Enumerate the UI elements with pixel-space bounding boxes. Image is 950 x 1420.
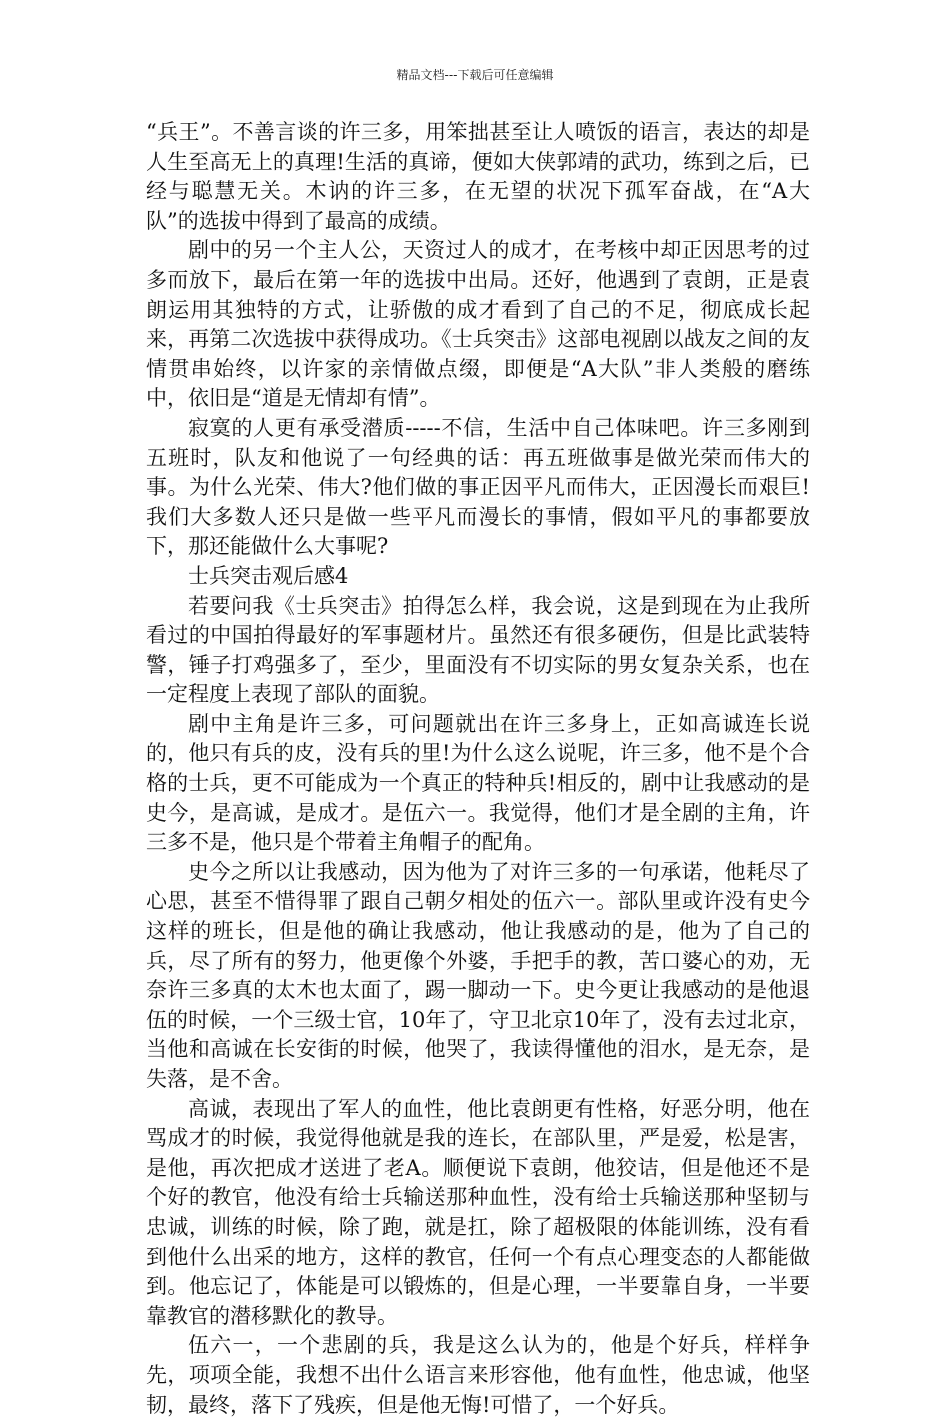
paragraph: 史今之所以让我感动，因为他为了对许三多的一句承诺，他耗尽了心思，甚至不惜得罪了跟自己朝夕相处的伍六一。部队里或许没有史今这样的班长，但是他的确让我感动，他让我感动的是，他为了自己的兵，尽了所有的努力，他更像个外婆，手把手的教，苦口婆心的劝，无奈许三多真的太木也太面了，踢一脚动一下。史今更让我感动的是他退伍的时候，一个三级士官，10年了，守卫北京10年了，没有去过北京，当他和高诚在长安街的时候，他哭了，我读得懂他的泪水，是无奈，是失落，是不舍。	[146, 859, 810, 1091]
paragraph: 伍六一，一个悲剧的兵，我是这么认为的，他是个好兵，样样争先，项项全能，我想不出什么语言来形容他，他有血性，他忠诚，他坚韧，最终，落下了残疾，但是他无悔!可惜了，一个好兵。	[146, 1333, 810, 1417]
paragraph: 高诚，表现出了军人的血性，他比袁朗更有性格，好恶分明，他在骂成才的时候，我觉得他就是我的连长，在部队里，严是爱，松是害，是他，再次把成才送进了老A。顺便说下袁朗，他狡诘，但是他还不是个好的教官，他没有给士兵输送那种血性，没有给士兵输送那种坚韧与忠诚，训练的时候，除了跑，就是扛，除了超极限的体能训练，没有看到他什么出采的地方，这样的教官，任何一个有点心理变态的人都能做到。他忘记了，体能是可以锻炼的，但是心理，一半要靠自身，一半要靠教官的潜移默化的教导。	[146, 1096, 810, 1328]
paragraph: 寂寞的人更有承受潜质-----不信，生活中自己体味吧。许三多刚到五班时，队友和他说了一句经典的话：再五班做事是做光荣而伟大的事。为什么光荣、伟大?他们做的事正因平凡而伟大，正因漫长而艰巨!我们大多数人还只是做一些平凡而漫长的事情，假如平凡的事都要放下，那还能做什么大事呢?	[146, 415, 810, 559]
section-heading: 士兵突击观后感4	[188, 563, 349, 588]
paragraph-continued: “兵王”。不善言谈的许三多，用笨拙甚至让人喷饭的语言，表达的却是人生至高无上的真理!生活的真谛，便如大侠郭靖的武功，练到之后，已经与聪慧无关。木讷的许三多，在无望的状况下孤军奋战，在“A大队”的选拔中得到了最高的成绩。	[146, 120, 810, 233]
paragraph: 剧中的另一个主人公，天资过人的成才，在考核中却正因思考的过多而放下，最后在第一年的选拔中出局。还好，他遇到了袁朗，正是袁朗运用其独特的方式，让骄傲的成才看到了自己的不足，彻底成长起来，再第二次选拔中获得成功。《士兵突击》这部电视剧以战友之间的友情贯串始终，以许家的亲情做点缀，即便是“A大队”非人类般的磨练中，依旧是“道是无情却有情”。	[146, 238, 810, 411]
page-header: 精品文档---下载后可任意编辑	[396, 68, 554, 82]
document-body	[146, 118, 810, 1420]
paragraph: 剧中主角是许三多，可问题就出在许三多身上，正如高诚连长说的，他只有兵的皮，没有兵的里!为什么这么说呢，许三多，他不是个合格的士兵，更不可能成为一个真正的特种兵!相反的，剧中让我感动的是史今，是高诚，是成才。是伍六一。我觉得，他们才是全剧的主角，许三多不是，他只是个带着主角帽子的配角。	[146, 711, 810, 855]
paragraph: 若要问我《士兵突击》拍得怎么样，我会说，这是到现在为止我所看过的中国拍得最好的军事题材片。虽然还有很多硬伤，但是比武装特警，锤子打鸡强多了，至少，里面没有不切实际的男女复杂关系，也在一定程度上表现了部队的面貌。	[146, 593, 810, 707]
